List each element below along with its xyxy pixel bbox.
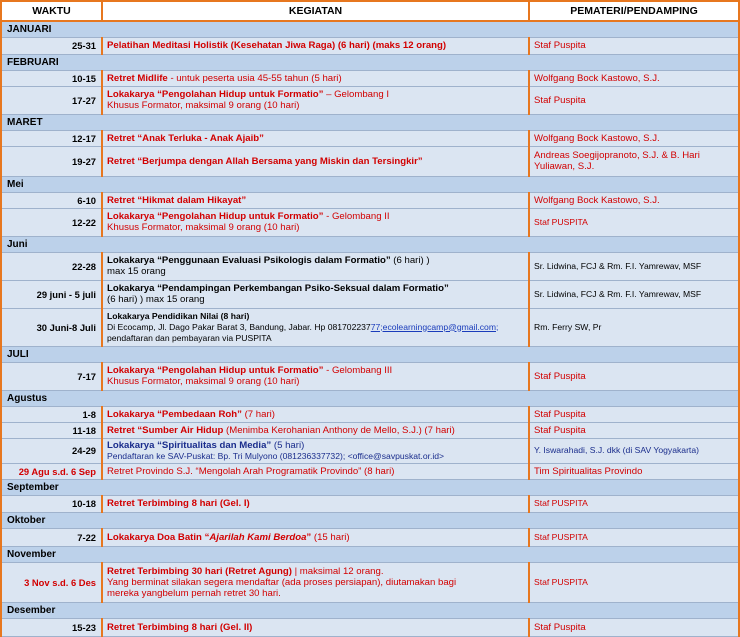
activity-detail: (7 hari) <box>241 408 275 420</box>
table-row <box>1 280 739 308</box>
month-row-desember <box>1 602 739 618</box>
month-label: Mei <box>1 176 739 192</box>
row-presenter: Wolfgang Bock Kastowo, S.J. <box>529 192 739 208</box>
activity-detail: (5 hari) <box>271 439 305 451</box>
table-row <box>1 146 739 176</box>
row-date: 10-18 <box>1 495 102 512</box>
month-row-mei <box>1 176 739 192</box>
activity-title: Lokakarya “Pengolahan Hidup untuk Formatio” <box>107 365 324 376</box>
row-activity <box>102 70 529 86</box>
row-presenter <box>529 146 739 176</box>
activity-note: Khusus Formator, maksimal 9 orang (10 hari) <box>107 100 300 111</box>
activity-note: Yang berminat silakan segera mendaftar (ada proses persiapan), diutamakan bagi <box>107 576 457 588</box>
row-activity <box>102 528 529 546</box>
activity-detail: - Gelombang III <box>323 365 393 376</box>
row-presenter: Staf Puspita <box>529 422 739 438</box>
table-row <box>1 495 739 512</box>
row-activity <box>102 252 529 280</box>
row-presenter: Sr. Lidwina, FCJ & Rm. F.I. Yamrewav, MSF <box>529 280 739 308</box>
header-row <box>1 1 739 21</box>
row-date: 29 Agu s.d. 6 Sep <box>1 463 102 479</box>
row-presenter: Y. Iswarahadi, S.J. dkk (di SAV Yogyakarta) <box>529 438 739 463</box>
table-row <box>1 528 739 546</box>
activity-note: Pendaftaran ke SAV-Puskat: Bp. Tri Mulyono (081236337732); <office@savpuskat.or.id> <box>107 450 445 461</box>
row-activity <box>102 280 529 308</box>
row-date: 24-29 <box>1 438 102 463</box>
row-activity: Retret Terbimbing 8 hari (Gel. I) <box>102 495 529 512</box>
month-row-oktober <box>1 512 739 528</box>
activity-title: Lokakarya “Pengolahan Hidup untuk Formatio” <box>107 89 324 100</box>
month-label: JANUARI <box>1 21 739 37</box>
row-activity: Retret “Berjumpa dengan Allah Bersama yang Miskin dan Tersingkir” <box>102 146 529 176</box>
month-label: Desember <box>1 602 739 618</box>
activity-title: Lokakarya “Spiritualitas dan Media” <box>107 439 272 451</box>
header-kegiatan: KEGIATAN <box>102 1 529 21</box>
month-row-september <box>1 479 739 495</box>
row-date: 12-22 <box>1 208 102 236</box>
table-row <box>1 562 739 602</box>
activity-detail: (15 hari) <box>311 531 350 543</box>
month-row-juni <box>1 236 739 252</box>
activity-title: Lokakarya “Pengolahan Hidup untuk Formatio” <box>107 211 324 222</box>
month-label: Agustus <box>1 390 739 406</box>
table-row <box>1 37 739 54</box>
month-label: JULI <box>1 346 739 362</box>
table-row <box>1 308 739 346</box>
row-activity <box>102 562 529 602</box>
month-label: MARET <box>1 114 739 130</box>
activity-note: mereka yangbelum pernah retret 30 hari. <box>107 587 281 599</box>
activity-detail: - untuk peserta usia 45-55 tahun (5 hari) <box>167 72 342 84</box>
activity-note: max 15 orang <box>107 266 166 277</box>
row-date: 10-15 <box>1 70 102 86</box>
row-date: 30 Juni-8 Juli <box>1 308 102 346</box>
month-label: Juni <box>1 236 739 252</box>
row-date: 15-23 <box>1 618 102 636</box>
activity-note: Khusus Formator, maksimal 9 orang (10 hari) <box>107 376 300 387</box>
month-label: Oktober <box>1 512 739 528</box>
table-row <box>1 192 739 208</box>
row-activity <box>102 208 529 236</box>
row-presenter: Staf Puspita <box>529 618 739 636</box>
table-row <box>1 362 739 390</box>
row-date: 6-10 <box>1 192 102 208</box>
row-presenter: Wolfgang Bock Kastowo, S.J. <box>529 130 739 146</box>
month-row-februari <box>1 54 739 70</box>
row-date: 11-18 <box>1 422 102 438</box>
row-activity <box>102 86 529 114</box>
table-row <box>1 438 739 463</box>
row-presenter: Staf Puspita <box>529 86 739 114</box>
activity-title: Lokakarya “Pembedaan Roh” <box>107 408 242 420</box>
table-row <box>1 70 739 86</box>
month-label: FEBRUARI <box>1 54 739 70</box>
row-presenter: Staf Puspita <box>529 406 739 422</box>
activity-title: Lokakarya Pendidikan Nilai (8 hari) <box>107 310 250 321</box>
row-activity <box>102 438 529 463</box>
row-presenter: Wolfgang Bock Kastowo, S.J. <box>529 70 739 86</box>
row-date: 7-17 <box>1 362 102 390</box>
activity-note: (6 hari) ) max 15 orang <box>107 294 205 305</box>
row-presenter: Tim Spiritualitas Provindo <box>529 463 739 479</box>
row-date: 3 Nov s.d. 6 Des <box>1 562 102 602</box>
table-row <box>1 252 739 280</box>
table-row <box>1 463 739 479</box>
table-row <box>1 86 739 114</box>
row-date: 25-31 <box>1 37 102 54</box>
row-presenter: Staf PUSPITA <box>529 495 739 512</box>
presenter-line: Yuliawan, S.J. <box>534 161 595 172</box>
email-link[interactable]: 77;ecolearningcamp@gmail.com; <box>370 321 499 332</box>
activity-detail: (Menimba Kerohanian Anthony de Mello, S.J.) (7 hari) <box>223 424 455 436</box>
month-row-november <box>1 546 739 562</box>
row-activity <box>102 406 529 422</box>
activity-detail: (6 hari) ) <box>390 255 430 266</box>
month-label: November <box>1 546 739 562</box>
row-activity: Pelatihan Meditasi Holistik (Kesehatan Jiwa Raga) (6 hari) (maks 12 orang) <box>102 37 529 54</box>
header-pemateri: PEMATERI/PENDAMPING <box>529 1 739 21</box>
row-activity <box>102 422 529 438</box>
row-activity: Retret Terbimbing 8 hari (Gel. II) <box>102 618 529 636</box>
activity-note: pendaftaran dan pembayaran via PUSPITA <box>107 332 272 343</box>
activity-detail: - Gelombang II <box>323 211 390 222</box>
row-date: 17-27 <box>1 86 102 114</box>
row-date: 22-28 <box>1 252 102 280</box>
table-row <box>1 130 739 146</box>
row-date: 19-27 <box>1 146 102 176</box>
activity-note: Khusus Formator, maksimal 9 orang (10 hari) <box>107 222 300 233</box>
month-label: September <box>1 479 739 495</box>
activity-note: Di Ecocamp, Jl. Dago Pakar Barat 3, Bandung, Jabar. Hp 081702237 <box>107 321 371 332</box>
activity-title-end: ” <box>306 531 312 543</box>
activity-detail: – Gelombang I <box>323 89 390 100</box>
month-row-juli <box>1 346 739 362</box>
activity-title-italic: Ajarilah Kami Berdoa <box>209 531 307 543</box>
row-activity: Retret Provindo S.J. “Mengolah Arah Programatik Provindo” (8 hari) <box>102 463 529 479</box>
table-row <box>1 208 739 236</box>
row-date: 7-22 <box>1 528 102 546</box>
activity-title: Lokakarya Doa Batin “ <box>107 531 210 543</box>
presenter-line: Andreas Soegijopranoto, S.J. & B. Hari <box>534 150 700 161</box>
header-waktu: WAKTU <box>1 1 102 21</box>
row-presenter: Staf PUSPITA <box>529 208 739 236</box>
row-activity <box>102 308 529 346</box>
month-row-agustus <box>1 390 739 406</box>
row-presenter: Rm. Ferry SW, Pr <box>529 308 739 346</box>
row-presenter: Sr. Lidwina, FCJ & Rm. F.I. Yamrewav, MSF <box>529 252 739 280</box>
row-date: 12-17 <box>1 130 102 146</box>
activity-title: Retret Midlife <box>107 72 168 84</box>
activity-title: Lokakarya “Pendampingan Perkembangan Psiko-Seksual dalam Formatio” <box>107 283 449 294</box>
table-row <box>1 406 739 422</box>
activity-title: Lokakarya “Penggunaan Evaluasi Psikologis dalam Formatio” <box>107 255 391 266</box>
activity-title: Retret “Sumber Air Hidup <box>107 424 224 436</box>
row-presenter: Staf Puspita <box>529 37 739 54</box>
activity-detail: | maksimal 12 orang. <box>291 565 384 577</box>
row-date: 29 juni - 5 juli <box>1 280 102 308</box>
table-row <box>1 618 739 636</box>
row-activity: Retret “Anak Terluka - Anak Ajaib” <box>102 130 529 146</box>
row-date: 1-8 <box>1 406 102 422</box>
table-row <box>1 422 739 438</box>
month-row-maret <box>1 114 739 130</box>
row-presenter: Staf PUSPITA <box>529 528 739 546</box>
row-presenter: Staf Puspita <box>529 362 739 390</box>
row-activity <box>102 362 529 390</box>
row-activity: Retret “Hikmat dalam Hikayat” <box>102 192 529 208</box>
activity-title: Retret Terbimbing 30 hari (Retret Agung) <box>107 565 292 577</box>
month-row-januari <box>1 21 739 37</box>
row-presenter: Staf PUSPITA <box>529 562 739 602</box>
